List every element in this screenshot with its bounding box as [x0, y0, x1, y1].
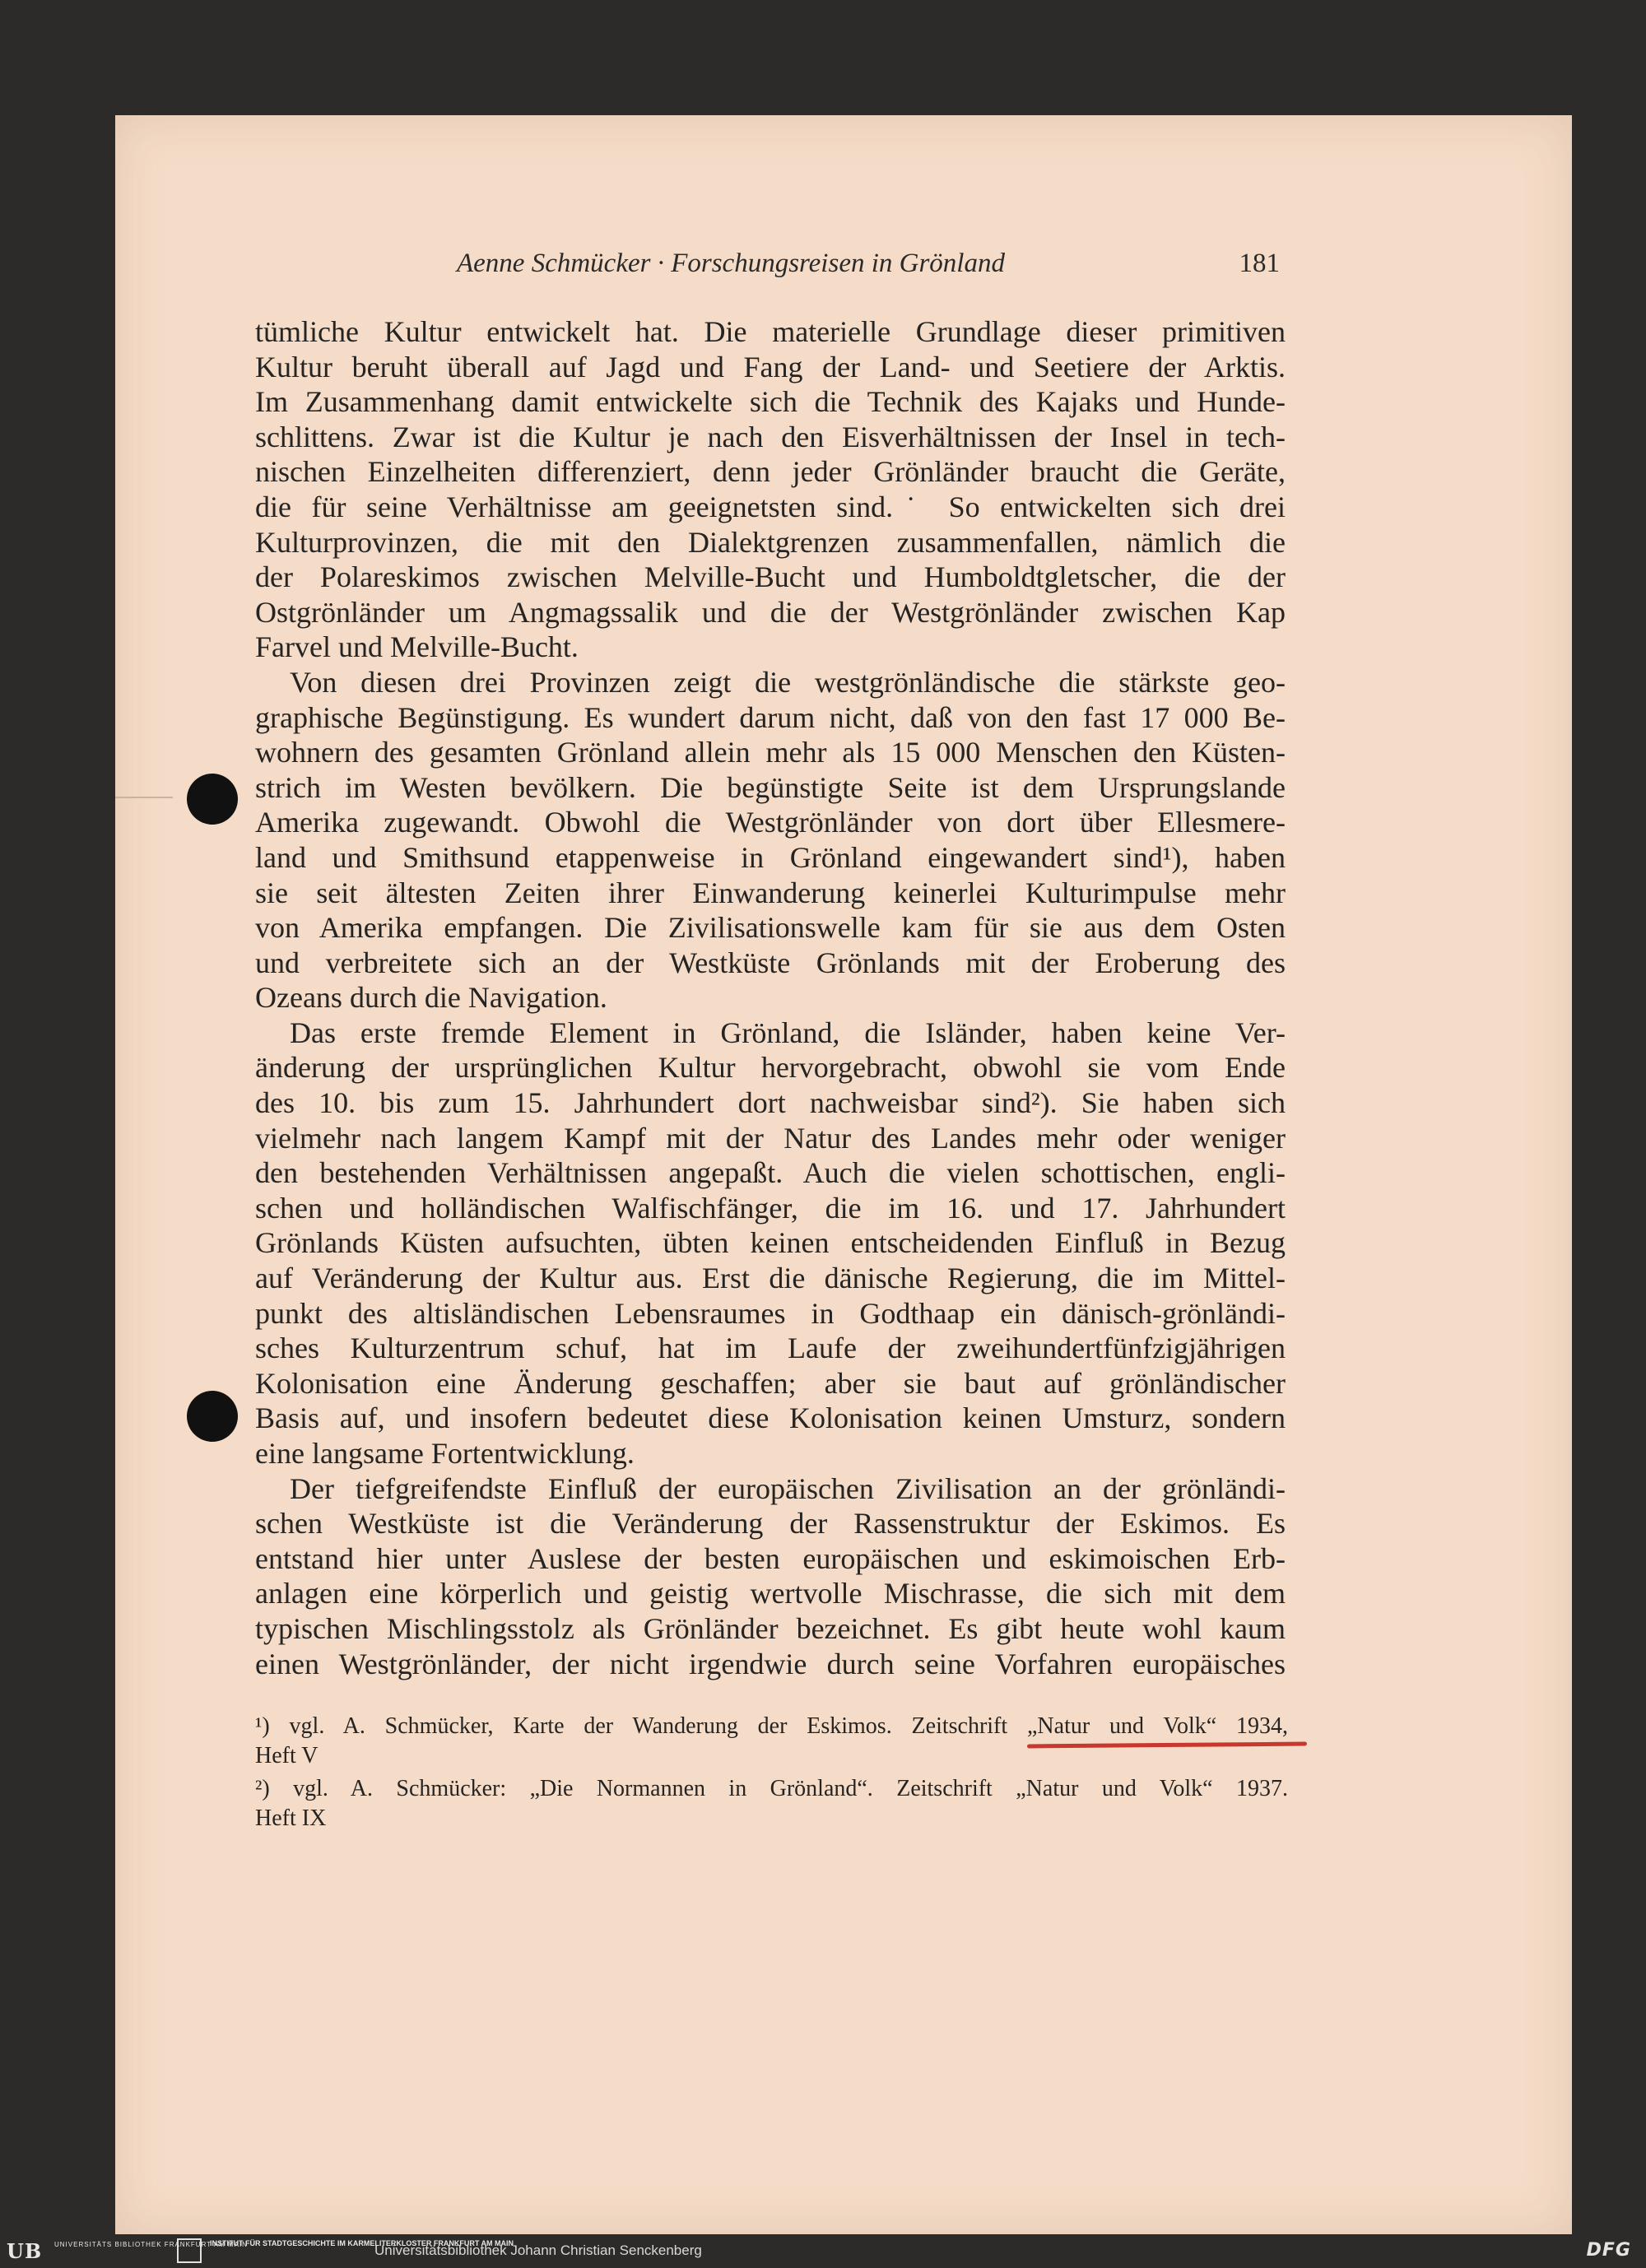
text-line: Von diesen drei Provinzen zeigt die westgrönländische die stärkste geo- [290, 665, 1286, 699]
text-line: Farvel und Melville-Bucht. [255, 630, 579, 664]
text-line: Basis auf, und insofern bedeutet diese Kolonisation keinen Umsturz, sondern [255, 1401, 1286, 1435]
footer-bar [0, 2234, 1646, 2268]
text-line: entstand hier unter Auslese der besten europäischen und eskimoischen Erb- [255, 1541, 1286, 1575]
text-line: Grönlands Küsten aufsuchten, übten keinen entscheidenden Einfluß in Bezug [255, 1226, 1286, 1260]
text-line: Ostgrönländer um Angmagssalik und die der Westgrönländer zwischen Kap [255, 595, 1286, 629]
text-line: Der tiefgreifendste Einfluß der europäischen Zivilisation an der grönländi- [290, 1471, 1286, 1505]
text-line: änderung der ursprünglichen Kultur hervorgebracht, obwohl sie vom Ende [255, 1051, 1286, 1085]
text-line: tümliche Kultur entwickelt hat. Die materielle Grundlage dieser primitiven [255, 315, 1286, 348]
text-line: Kolonisation eine Änderung geschaffen; aber sie baut auf grönländischer [255, 1366, 1286, 1400]
text-line: typischen Mischlingsstolz als Grönländer bezeichnet. Es gibt heute wohl kaum [255, 1611, 1286, 1645]
text-line: von Amerika empfangen. Die Zivilisationswelle kam für sie aus dem Osten [255, 911, 1286, 945]
text-line: strich im Westen bevölkern. Die begünstigte Seite ist dem Ursprungslande [255, 770, 1286, 804]
text-line: Kultur beruht überall auf Jagd und Fang der Land- und Seetiere der Arktis. [255, 350, 1286, 383]
punch-hole-lower [187, 1391, 238, 1442]
footnotes [255, 1712, 1288, 1833]
footnote-2-continuation: Heft IX [255, 1806, 327, 1831]
institute-logo-icon [177, 2238, 202, 2263]
library-name: Universitätsbibliothek Johann Christian Senckenberg [374, 2242, 702, 2258]
text-line: nischen Einzelheiten differenziert, denn jeder Grönländer braucht die Geräte, [255, 455, 1286, 489]
text-line: des 10. bis zum 15. Jahrhundert dort nachweisbar sind²). Sie haben sich [255, 1086, 1286, 1120]
page-number: 181 [1239, 249, 1280, 278]
text-line: der Polareskimos zwischen Melville-Bucht und Humboldtgletscher, die der [255, 560, 1286, 594]
text-line: schlittens. Zwar ist die Kultur je nach den Eisverhältnissen der Insel in tech- [255, 420, 1286, 453]
body-text [255, 314, 1286, 1681]
text-line: Kulturprovinzen, die mit den Dialektgrenzen zusammenfallen, nämlich die [255, 525, 1286, 559]
text-line: schen Westküste ist die Veränderung der Rassenstruktur der Eskimos. Es [255, 1507, 1286, 1541]
text-line: sches Kulturzentrum schuf, hat im Laufe der zweihundertfünfzigjährigen [255, 1332, 1286, 1365]
text-line: graphische Begünstigung. Es wundert darum nicht, daß von den fast 17 000 Be- [255, 700, 1286, 734]
text-line: schen und holländischen Walfischfänger, die im 16. und 17. Jahrhundert [255, 1191, 1286, 1225]
running-title: Aenne Schmücker · Forschungsreisen in Grönland [457, 249, 1005, 278]
text-line: vielmehr nach langem Kampf mit der Natur des Landes mehr oder weniger [255, 1121, 1286, 1155]
ub-logo-text: UNIVERSITÄTS BIBLIOTHEK FRANKFURT AM MAIN [54, 2241, 248, 2248]
text-line: die für seine Verhältnisse am geeignetsten sind.˙ So entwickelten sich drei [255, 490, 1286, 523]
text-line: den bestehenden Verhältnissen angepaßt. Auch die vielen schottischen, engli- [255, 1156, 1286, 1190]
ub-logo-mark: UB [7, 2239, 43, 2263]
pencil-mark [115, 797, 173, 798]
text-line: Amerika zugewandt. Obwohl die Westgrönländer von dort über Ellesmere- [255, 806, 1286, 839]
text-line: land und Smithsund etappenweise in Grönland eingewandert sind¹), haben [255, 840, 1286, 874]
text-line: eine langsame Fortentwicklung. [255, 1437, 635, 1470]
page-header [255, 249, 1280, 290]
institute-logo [177, 2238, 514, 2265]
footnote-1: ¹) vgl. A. Schmücker, Karte der Wanderung der Eskimos. Zeitschrift „Natur und Volk“ 1934, [255, 1713, 1288, 1739]
text-line: anlagen eine körperlich und geistig wertvolle Mischrasse, die sich mit dem [255, 1577, 1286, 1610]
text-line: sie seit ältesten Zeiten ihrer Einwanderung keinerlei Kulturimpulse mehr [255, 876, 1286, 909]
text-line: Im Zusammenhang damit entwickelte sich die Technik des Kajaks und Hunde- [255, 385, 1286, 419]
footnote-2: ²) vgl. A. Schmücker: „Die Normannen in Grönland“. Zeitschrift „Natur und Volk“ 1937. [255, 1776, 1288, 1801]
text-line: punkt des altisländischen Lebensraumes in Godthaap ein dänisch-grönländi- [255, 1296, 1286, 1330]
ub-logo [7, 2239, 248, 2264]
footnote-1-continuation: Heft V [255, 1743, 319, 1768]
text-line: wohnern des gesamten Grönland allein mehr als 15 000 Menschen den Küsten- [255, 736, 1286, 769]
text-line: und verbreitete sich an der Westküste Grönlands mit der Eroberung des [255, 946, 1286, 979]
institute-logo-text: INSTITUT FÜR STADTGESCHICHTE IM KARMELITERKLOSTER FRANKFURT AM MAIN [210, 2239, 514, 2247]
text-line: Das erste fremde Element in Grönland, die Isländer, haben keine Ver- [290, 1015, 1286, 1049]
text-line: Ozeans durch die Navigation. [255, 981, 607, 1015]
text-line: auf Veränderung der Kultur aus. Erst die dänische Regierung, die im Mittel- [255, 1262, 1286, 1295]
text-line: einen Westgrönländer, der nicht irgendwie durch seine Vorfahren europäisches [255, 1647, 1286, 1680]
punch-hole-upper [187, 774, 238, 825]
dfg-logo: DFG [1586, 2240, 1631, 2261]
